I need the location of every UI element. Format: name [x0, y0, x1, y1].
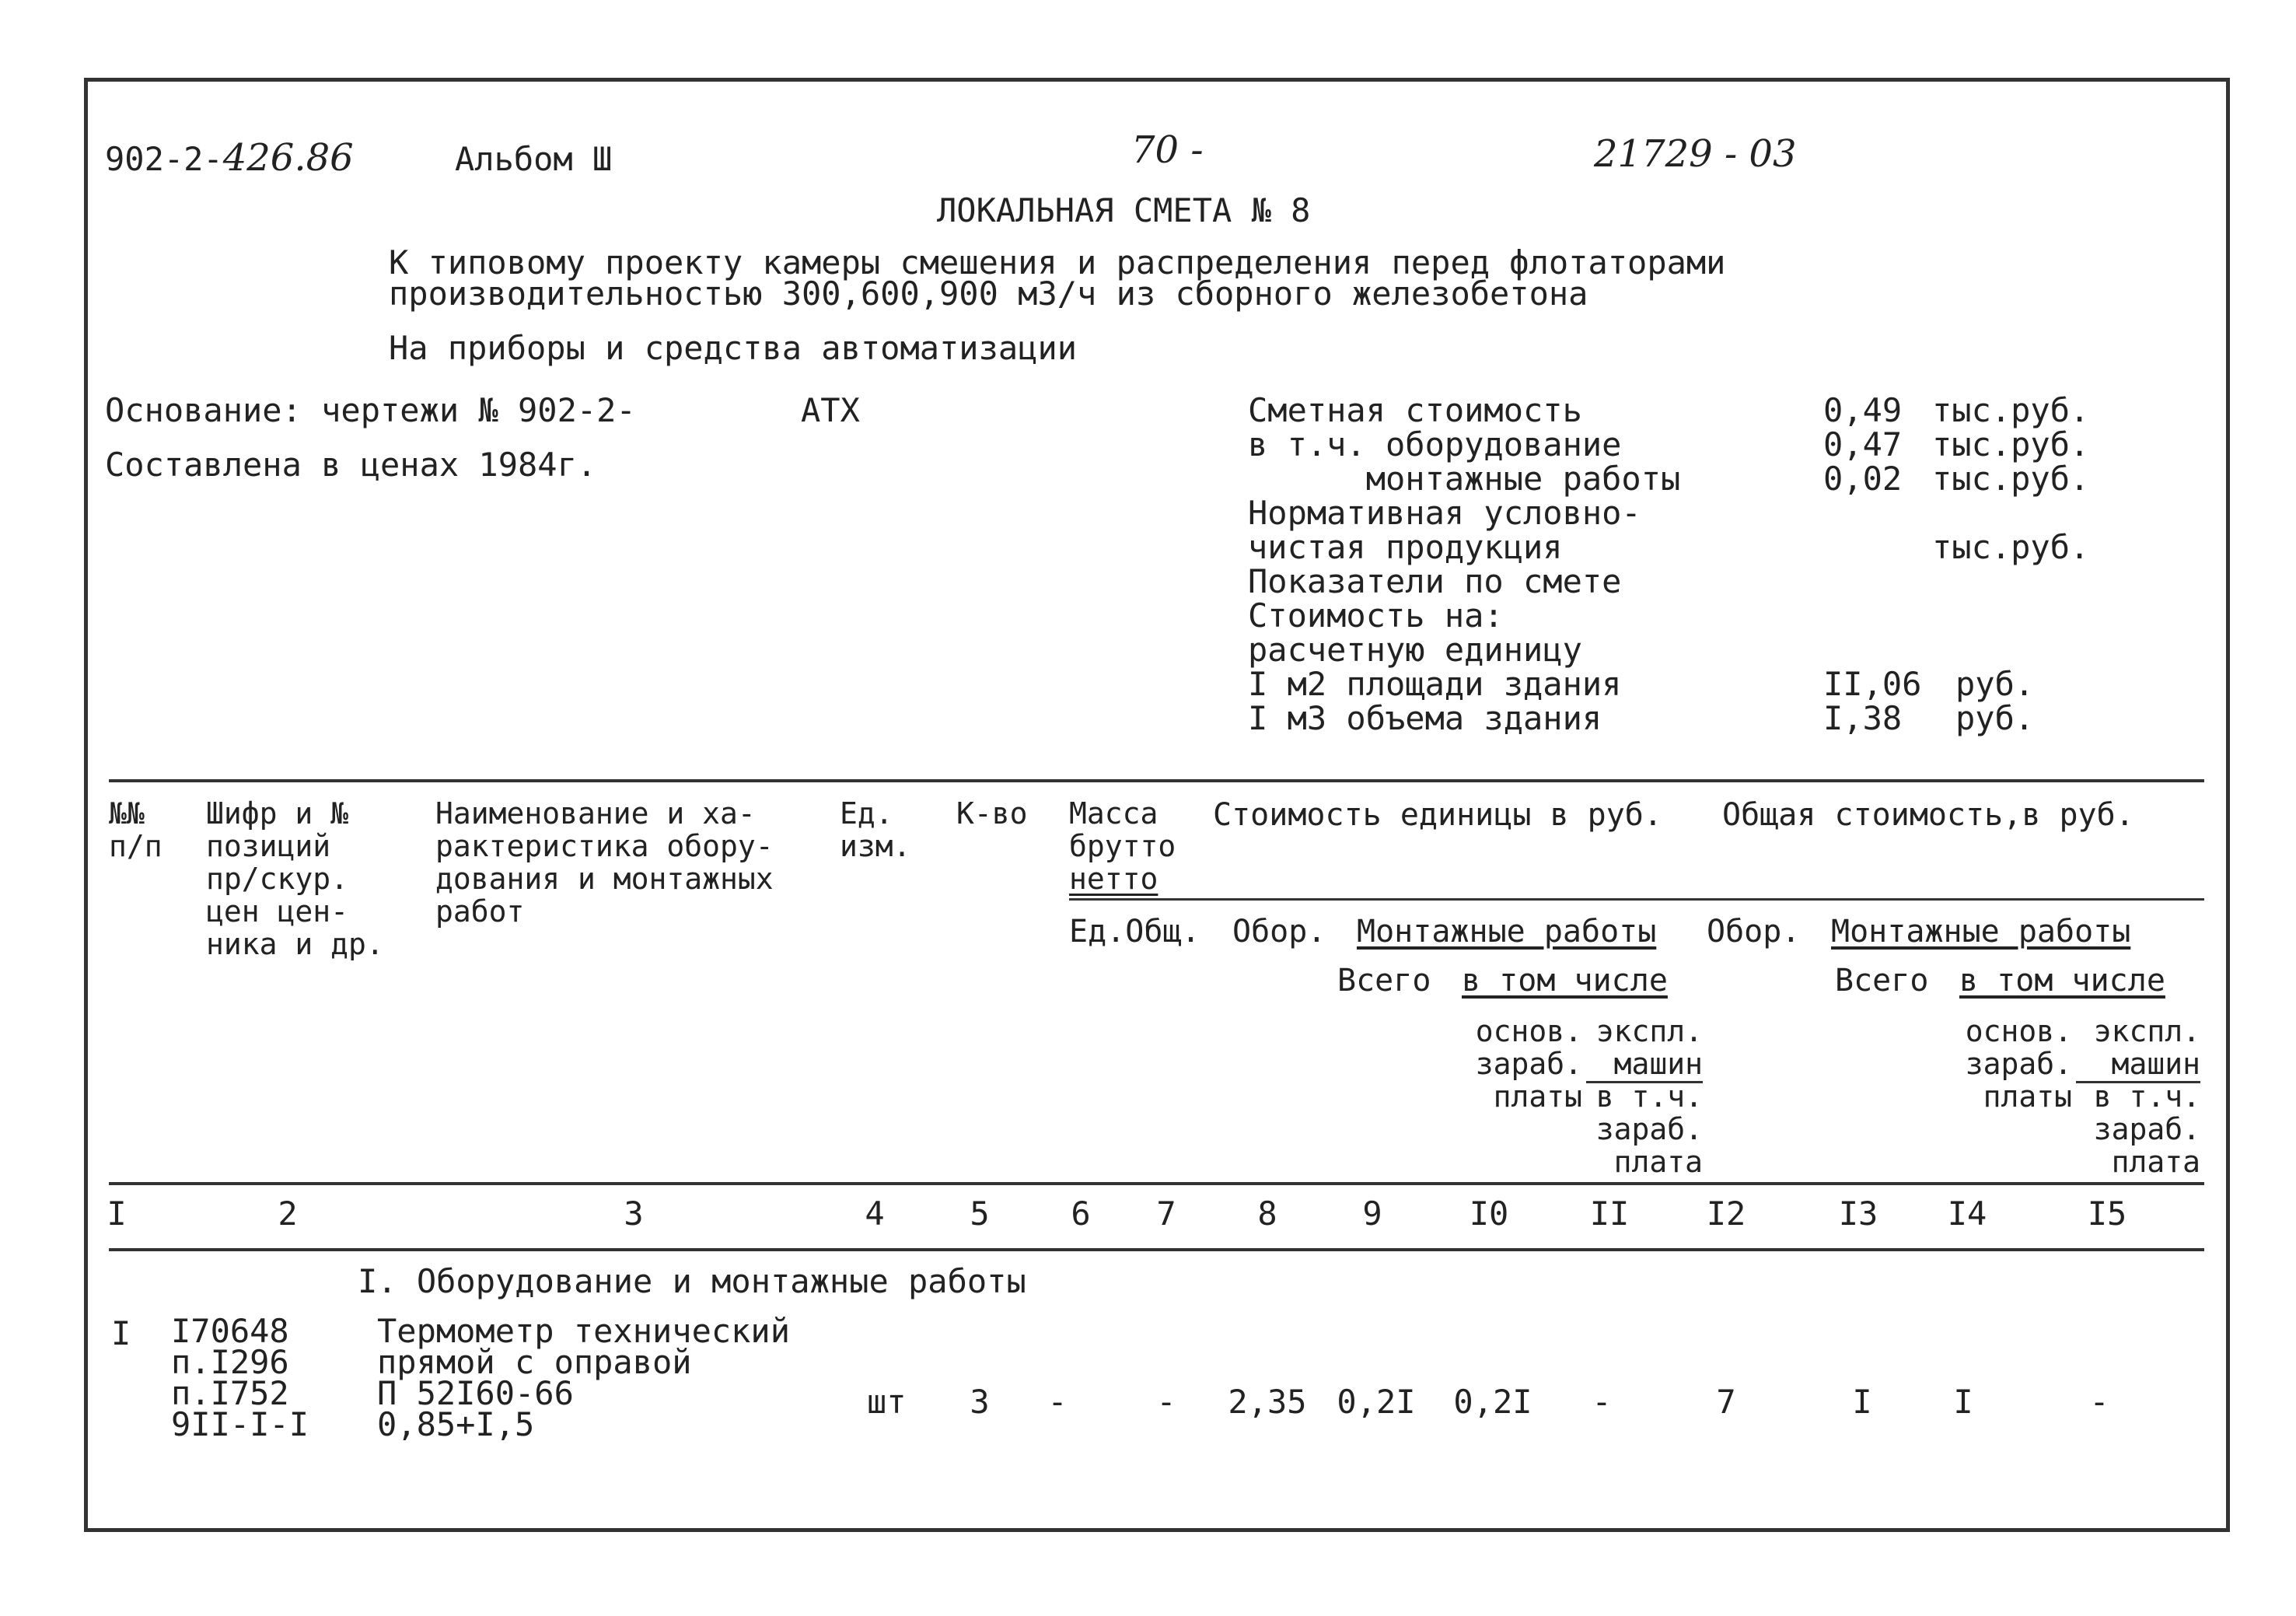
th-v-tom-total: в том числе: [1959, 963, 2165, 999]
th-code: Шифр и № позиций пр/скур. цен цен- ника и др.: [206, 796, 384, 961]
col-number: 3: [624, 1195, 644, 1233]
th-unit: Ед. изм.: [840, 796, 911, 863]
summary-unit: руб.: [1955, 665, 2035, 703]
row-total-equipment: 7: [1716, 1383, 1736, 1421]
th-montazh-total: Монтажные работы: [1831, 914, 2131, 950]
summary-label: чистая продукция: [1248, 528, 1563, 566]
col-number: 6: [1071, 1195, 1091, 1233]
th-rule-ekspl-total: [2076, 1081, 2200, 1083]
summary-unit: тыс.руб.: [1932, 528, 2090, 566]
subtitle-line1: К типовому проекту камеры смешения и распределения перед флотаторами: [389, 243, 1726, 282]
th-v-tom: в том числе: [1462, 963, 1668, 999]
basis-label: Основание: чертежи № 902-2-: [105, 391, 636, 429]
basis-code: АТХ: [801, 391, 860, 429]
summary-label: Нормативная условно-: [1248, 494, 1641, 532]
col-number: 4: [865, 1195, 885, 1233]
col-number: II: [1589, 1195, 1630, 1233]
col-number: 5: [970, 1195, 990, 1233]
row-mass-net: -: [1156, 1383, 1176, 1421]
row-name: Термометр технический прямой с оправой П 52I60-66 0,85+I,5: [377, 1312, 791, 1443]
col-number: I0: [1469, 1195, 1509, 1233]
th-name: Наименование и ха- рактеристика обору- дования и монтажных работ: [435, 796, 774, 929]
th-qty: К-во: [956, 796, 1028, 831]
summary-value: 0,49: [1823, 391, 1903, 429]
summary-label: I м3 объема здания: [1248, 699, 1602, 737]
col-number: 2: [278, 1195, 298, 1233]
th-rule-numbers-top: [109, 1182, 2204, 1185]
row-num: I: [111, 1314, 131, 1352]
th-mass-gross: брутто: [1069, 829, 1176, 863]
th-mass-net: нетто: [1069, 862, 1158, 896]
summary-label: монтажные работы: [1248, 460, 1681, 498]
col-number: 7: [1156, 1195, 1176, 1233]
summary-value: 0,02: [1823, 460, 1903, 498]
col-number: I2: [1706, 1195, 1746, 1233]
summary-value: II,06: [1823, 665, 1922, 703]
basis-prices: Составлена в ценах 1984г.: [105, 446, 597, 484]
th-ekspl-total: экспл. машин в т.ч. зараб. плата: [2093, 1014, 2200, 1179]
summary-unit: тыс.руб.: [1932, 460, 2090, 498]
section-title: I. Оборудование и монтажные работы: [358, 1262, 1026, 1300]
estimate-title: ЛОКАЛЬНАЯ СМЕТА № 8: [937, 191, 1311, 229]
row-total-install-wages: I: [1953, 1383, 1973, 1421]
doc-number: 21729 - 03: [1594, 132, 1797, 176]
th-montazh: Монтажные работы: [1357, 914, 1657, 950]
col-number: 9: [1362, 1195, 1382, 1233]
th-rule-1: [1069, 898, 2204, 901]
th-ekspl: экспл. машин в т.ч. зараб. плата: [1595, 1014, 1703, 1179]
th-osnov-total: основ. зараб. платы: [1965, 1014, 2072, 1114]
col-number: 8: [1257, 1195, 1277, 1233]
summary-label: в т.ч. оборудование: [1248, 425, 1622, 463]
th-mass: Масса: [1069, 796, 1158, 831]
col-number: I4: [1947, 1195, 1987, 1233]
th-ed-obsh: Ед.Общ.: [1069, 914, 1200, 950]
th-vsego: Всего: [1337, 963, 1431, 999]
col-number: I5: [2087, 1195, 2127, 1233]
summary-unit: руб.: [1955, 699, 2035, 737]
row-unit-install-wages: 0,2I: [1453, 1383, 1532, 1421]
summary-label: Показатели по смете: [1248, 562, 1622, 600]
row-total-install-machines: -: [2089, 1383, 2109, 1421]
row-qty: 3: [970, 1383, 990, 1421]
th-rule-numbers-bottom: [109, 1248, 2204, 1251]
row-total-install: I: [1852, 1383, 1872, 1421]
th-rule-ekspl: [1586, 1081, 1703, 1083]
th-osnov: основ. зараб. платы: [1475, 1014, 1582, 1114]
summary-label: Стоимость на:: [1248, 596, 1504, 635]
album-label: Альбом Ш: [455, 140, 613, 178]
page-number: 70 -: [1131, 128, 1204, 172]
col-number: I: [107, 1195, 127, 1233]
row-unit-equipment: 2,35: [1228, 1383, 1307, 1421]
th-obor: Обор.: [1232, 914, 1326, 950]
th-vsego-total: Всего: [1835, 963, 1929, 999]
row-unit-install-machines: -: [1592, 1383, 1612, 1421]
row-code: I70648 п.I296 п.I752 9II-I-I: [171, 1312, 309, 1443]
summary-value: I,38: [1823, 699, 1903, 737]
summary-unit: тыс.руб.: [1932, 425, 2090, 463]
summary-value: 0,47: [1823, 425, 1903, 463]
summary-unit: тыс.руб.: [1932, 391, 2090, 429]
th-obor-total: Обор.: [1707, 914, 1801, 950]
row-unit: шт: [867, 1383, 907, 1421]
subtitle-line3: На приборы и средства автоматизации: [389, 329, 1078, 367]
row-unit-install-total: 0,2I: [1337, 1383, 1416, 1421]
summary-label: расчетную единицу: [1248, 631, 1582, 669]
th-total-cost: Общая стоимость,в руб.: [1722, 797, 2134, 833]
col-number: I3: [1838, 1195, 1878, 1233]
table-top-rule: [109, 779, 2204, 782]
summary-label: Сметная стоимость: [1248, 391, 1582, 429]
subtitle-line2: производительностью 300,600,900 м3/ч из сборного железобетона: [389, 275, 1588, 313]
th-num: №№ п/п: [109, 796, 163, 863]
project-code: 902-2-426.86: [105, 136, 354, 180]
summary-label: I м2 площади здания: [1248, 665, 1622, 703]
th-unit-cost: Стоимость единицы в руб.: [1213, 797, 1662, 833]
row-mass-gross: -: [1047, 1383, 1068, 1421]
